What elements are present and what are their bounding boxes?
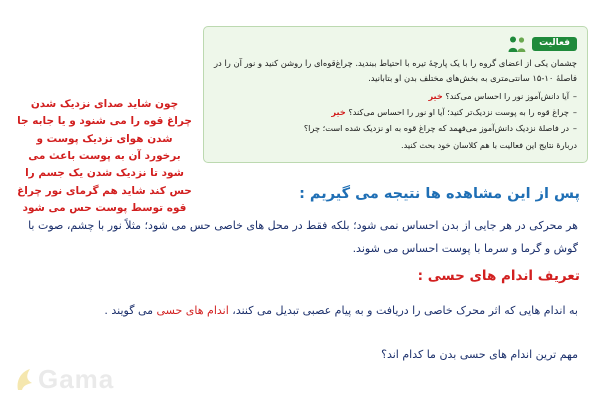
- activity-question-2: چراغ قوه را به پوست نزدیک‌تر کنید؛ آیا او نور را احساس می‌کند؟: [348, 106, 569, 117]
- definition-question: مهم ترین اندام های حسی بدن ما کدام اند؟: [381, 348, 578, 361]
- activity-badge: فعالیت: [532, 37, 577, 52]
- activity-question-3: در فاصلهٔ نزدیک دانش‌آموز می‌فهمد که چراغ قوه به او نزدیک شده است؛ چرا؟: [303, 122, 569, 133]
- conclusion-body: هر محرکی در هر جایی از بدن احساس نمی شود؛ بلکه فقط در محل های خاصی حس می شود؛ مثلاً نور با چشم، صوت با گوش و گرما و سرما با پوست احساس می شوند.: [28, 219, 578, 255]
- definition-body-highlight: اندام های حسی: [156, 304, 229, 317]
- list-item: [214, 121, 577, 137]
- activity-question-1: آیا دانش‌آموز نور را احساس می‌کند؟: [445, 91, 569, 102]
- watermark: [14, 366, 114, 392]
- definition-body: [22, 300, 578, 323]
- group-activity-icon: [507, 35, 527, 53]
- activity-intro-text: چشمان یکی از اعضای گروه را با یک پارچهٔ تیره با احتیاط ببندید. چراغ‌قوه‌ای را روشن کنید و نور آن را در فاصلهٔ ۱۰-۱۵ سانتی‌متری به بخش‌های مختلف بدن او بتابانید.: [214, 58, 577, 83]
- activity-footer-text: دربارهٔ نتایج این فعالیت با هم کلاسان خود بحث کنید.: [401, 140, 577, 151]
- gama-logo-mark: [14, 366, 36, 392]
- list-item: [214, 105, 577, 121]
- watermark-text: Gama: [38, 364, 115, 394]
- list-item: [214, 89, 577, 105]
- definition-body-after: می گویند .: [104, 304, 157, 317]
- red-annotation-note: چون شاید صدای نزدیک شدن چراغ قوه را می شنود و یا جابه جا شدن هوای نزدیک پوست و برخورد آن به پوست باعث می شود تا نزدیک شدن یک جسم را حس کند شاید هم گرمای نور چراغ قوه توسط پوست حس می شود: [17, 98, 192, 214]
- conclusion-heading: پس از این مشاهده ها نتیجه می گیریم :: [299, 186, 580, 202]
- activity-header: [214, 35, 577, 53]
- definition-heading: تعریف اندام های حسی :: [417, 268, 580, 284]
- activity-box: [203, 26, 588, 163]
- activity-answer-2: خیر: [331, 106, 346, 117]
- activity-answer-1: خیر: [428, 91, 443, 102]
- activity-question-list: [214, 89, 577, 136]
- definition-body-before: به اندام هایی که اثر محرک خاصی را دریافت و به پیام عصبی تبدیل می کنند،: [228, 304, 578, 317]
